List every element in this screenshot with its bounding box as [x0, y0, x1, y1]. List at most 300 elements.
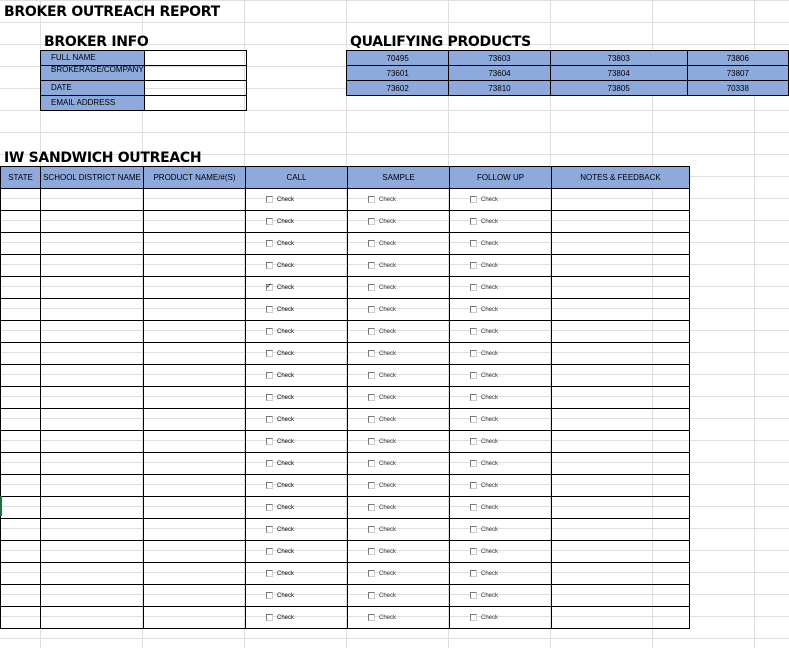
follow-up-checkbox[interactable]	[450, 460, 551, 467]
sample-checkbox[interactable]	[348, 262, 449, 269]
follow-up-checkbox[interactable]	[450, 372, 551, 379]
checkbox-icon[interactable]	[368, 394, 375, 401]
checkbox-icon[interactable]	[470, 438, 477, 445]
table-row	[1, 255, 690, 277]
checkbox-label: Check	[277, 460, 295, 467]
call-checkbox[interactable]	[246, 438, 347, 445]
date-cell[interactable]	[144, 81, 246, 96]
checkbox-label: Check	[379, 262, 397, 269]
notes-cell[interactable]	[552, 563, 690, 585]
product-cell[interactable]	[144, 255, 246, 277]
checkbox-icon[interactable]	[266, 548, 273, 555]
checkbox-label: Check	[277, 416, 295, 423]
state-cell[interactable]	[1, 233, 41, 255]
notes-cell[interactable]	[552, 519, 690, 541]
notes-cell[interactable]	[552, 541, 690, 563]
notes-cell[interactable]	[552, 255, 690, 277]
checkbox-icon[interactable]	[266, 592, 273, 599]
call-checkbox[interactable]	[246, 262, 347, 269]
sample-checkbox[interactable]	[348, 592, 449, 599]
follow-up-cell	[450, 585, 552, 607]
notes-cell[interactable]	[552, 409, 690, 431]
call-checkbox[interactable]	[246, 218, 347, 225]
checkbox-label: Check	[277, 372, 295, 379]
checkbox-label: Check	[379, 438, 397, 445]
checkbox-label: Check	[277, 350, 295, 357]
school-district-cell[interactable]	[41, 277, 144, 299]
checkbox-icon[interactable]	[470, 284, 477, 291]
follow-up-checkbox[interactable]	[450, 218, 551, 225]
follow-up-checkbox[interactable]	[450, 284, 551, 291]
follow-up-cell	[450, 519, 552, 541]
follow-up-checkbox[interactable]	[450, 394, 551, 401]
school-district-cell[interactable]	[41, 387, 144, 409]
call-checkbox[interactable]	[246, 504, 347, 511]
sample-checkbox[interactable]	[348, 306, 449, 313]
sample-checkbox[interactable]	[348, 482, 449, 489]
checkbox-label: Check	[379, 196, 397, 203]
checkbox-label: Check	[379, 284, 397, 291]
sample-cell	[348, 211, 450, 233]
call-checkbox[interactable]	[246, 548, 347, 555]
school-district-cell[interactable]	[41, 585, 144, 607]
state-cell[interactable]	[1, 453, 41, 475]
checkbox-icon[interactable]	[470, 240, 477, 247]
table-row	[1, 563, 690, 585]
brokerage-cell[interactable]	[144, 66, 246, 81]
checkbox-icon[interactable]	[368, 218, 375, 225]
checkbox-label: Check	[379, 592, 397, 599]
checkbox-icon[interactable]	[368, 328, 375, 335]
sample-checkbox[interactable]	[348, 416, 449, 423]
notes-cell[interactable]	[552, 607, 690, 629]
checkbox-icon[interactable]	[368, 306, 375, 313]
checkbox-icon[interactable]	[470, 328, 477, 335]
follow-up-cell	[450, 409, 552, 431]
product-cell[interactable]	[144, 211, 246, 233]
checkbox-icon[interactable]	[470, 592, 477, 599]
notes-cell[interactable]	[552, 585, 690, 607]
follow-up-cell	[450, 541, 552, 563]
follow-up-checkbox[interactable]	[450, 548, 551, 555]
follow-up-cell	[450, 189, 552, 211]
notes-cell[interactable]	[552, 365, 690, 387]
sample-cell	[348, 475, 450, 497]
notes-cell[interactable]	[552, 211, 690, 233]
sample-checkbox[interactable]	[348, 394, 449, 401]
state-cell[interactable]	[1, 321, 41, 343]
table-row	[1, 607, 690, 629]
follow-up-cell	[450, 343, 552, 365]
notes-cell[interactable]	[552, 189, 690, 211]
product-cell[interactable]	[144, 431, 246, 453]
notes-cell[interactable]	[552, 299, 690, 321]
checkbox-icon[interactable]	[266, 438, 273, 445]
sample-cell	[348, 343, 450, 365]
follow-up-checkbox[interactable]	[450, 196, 551, 203]
checkbox-icon[interactable]	[266, 614, 273, 621]
call-checkbox[interactable]	[246, 394, 347, 401]
state-cell[interactable]	[1, 211, 41, 233]
header-follow-up: FOLLOW UP	[450, 167, 552, 189]
checkbox-label: Check	[277, 592, 295, 599]
checkbox-icon[interactable]	[368, 570, 375, 577]
call-checkbox[interactable]	[246, 240, 347, 247]
follow-up-checkbox[interactable]	[450, 350, 551, 357]
product-code: 73806	[687, 51, 788, 66]
sample-checkbox[interactable]	[348, 504, 449, 511]
follow-up-cell	[450, 233, 552, 255]
checkbox-icon[interactable]	[266, 328, 273, 335]
state-cell[interactable]	[1, 431, 41, 453]
state-cell[interactable]	[1, 563, 41, 585]
sample-checkbox[interactable]	[348, 570, 449, 577]
call-checkbox[interactable]	[246, 614, 347, 621]
checkbox-label: Check	[481, 614, 499, 621]
school-district-cell[interactable]	[41, 211, 144, 233]
follow-up-cell	[450, 431, 552, 453]
follow-up-checkbox[interactable]	[450, 592, 551, 599]
checkbox-icon[interactable]	[470, 614, 477, 621]
checkbox-label: Check	[379, 306, 397, 313]
broker-info-table	[40, 50, 247, 111]
call-checkbox[interactable]	[246, 328, 347, 335]
sample-cell	[348, 321, 450, 343]
follow-up-cell	[450, 387, 552, 409]
follow-up-checkbox[interactable]	[450, 262, 551, 269]
checkbox-label: Check	[481, 218, 499, 225]
notes-cell[interactable]	[552, 387, 690, 409]
checkbox-icon[interactable]	[266, 460, 273, 467]
checkbox-icon[interactable]	[266, 240, 273, 247]
school-district-cell[interactable]	[41, 189, 144, 211]
sample-checkbox[interactable]	[348, 460, 449, 467]
product-cell[interactable]	[144, 233, 246, 255]
school-district-cell[interactable]	[41, 299, 144, 321]
sample-cell	[348, 277, 450, 299]
notes-cell[interactable]	[552, 321, 690, 343]
checkbox-icon[interactable]	[266, 306, 273, 313]
state-cell[interactable]	[1, 475, 41, 497]
school-district-cell[interactable]	[41, 475, 144, 497]
school-district-cell[interactable]	[41, 343, 144, 365]
checkbox-icon[interactable]	[470, 306, 477, 313]
follow-up-checkbox[interactable]	[450, 482, 551, 489]
school-district-cell[interactable]	[41, 233, 144, 255]
checkbox-icon[interactable]	[368, 482, 375, 489]
checkbox-icon[interactable]	[470, 504, 477, 511]
table-row	[1, 299, 690, 321]
sample-checkbox[interactable]	[348, 196, 449, 203]
school-district-cell[interactable]	[41, 541, 144, 563]
sample-checkbox[interactable]	[348, 548, 449, 555]
product-cell[interactable]	[144, 563, 246, 585]
checkbox-icon[interactable]	[368, 284, 375, 291]
checkbox-icon[interactable]	[266, 196, 273, 203]
product-cell[interactable]	[144, 321, 246, 343]
follow-up-checkbox[interactable]	[450, 438, 551, 445]
product-cell[interactable]	[144, 585, 246, 607]
school-district-cell[interactable]	[41, 607, 144, 629]
sample-checkbox[interactable]	[348, 328, 449, 335]
product-cell[interactable]	[144, 519, 246, 541]
checkbox-label: Check	[481, 504, 499, 511]
checkbox-label: Check	[379, 548, 397, 555]
call-cell	[246, 189, 348, 211]
sample-cell	[348, 519, 450, 541]
product-cell[interactable]	[144, 607, 246, 629]
school-district-cell[interactable]	[41, 365, 144, 387]
follow-up-checkbox[interactable]	[450, 306, 551, 313]
follow-up-checkbox[interactable]	[450, 416, 551, 423]
notes-cell[interactable]	[552, 475, 690, 497]
checkbox-icon[interactable]	[470, 460, 477, 467]
checkbox-icon[interactable]	[470, 350, 477, 357]
checkbox-icon[interactable]	[368, 262, 375, 269]
state-cell[interactable]	[1, 585, 41, 607]
checkbox-icon[interactable]	[266, 262, 273, 269]
product-code: 73602	[347, 81, 449, 96]
table-row	[1, 541, 690, 563]
checkbox-icon[interactable]	[266, 350, 273, 357]
state-cell[interactable]	[1, 365, 41, 387]
table-row	[1, 497, 690, 519]
school-district-cell[interactable]	[41, 519, 144, 541]
sample-checkbox[interactable]	[348, 350, 449, 357]
table-row	[1, 409, 690, 431]
school-district-cell[interactable]	[41, 453, 144, 475]
follow-up-checkbox[interactable]	[450, 328, 551, 335]
state-cell[interactable]	[1, 519, 41, 541]
call-checkbox[interactable]	[246, 350, 347, 357]
sample-cell	[348, 497, 450, 519]
follow-up-checkbox[interactable]	[450, 240, 551, 247]
sample-cell	[348, 387, 450, 409]
checkbox-icon[interactable]	[368, 240, 375, 247]
checkbox-icon[interactable]	[470, 482, 477, 489]
checkbox-icon[interactable]	[368, 196, 375, 203]
checkbox-icon[interactable]	[368, 526, 375, 533]
header-sample: SAMPLE	[348, 167, 450, 189]
product-cell[interactable]	[144, 365, 246, 387]
checkbox-label: Check	[481, 394, 499, 401]
call-checkbox[interactable]	[246, 306, 347, 313]
checkbox-icon[interactable]	[266, 284, 273, 291]
follow-up-checkbox[interactable]	[450, 504, 551, 511]
notes-cell[interactable]	[552, 497, 690, 519]
product-cell[interactable]	[144, 541, 246, 563]
checkbox-label: Check	[379, 482, 397, 489]
sample-checkbox[interactable]	[348, 614, 449, 621]
checkbox-icon[interactable]	[266, 526, 273, 533]
call-cell	[246, 431, 348, 453]
checkbox-icon[interactable]	[266, 504, 273, 511]
state-cell[interactable]	[1, 409, 41, 431]
checkbox-icon[interactable]	[470, 196, 477, 203]
checkbox-label: Check	[481, 592, 499, 599]
table-row	[1, 387, 690, 409]
product-cell[interactable]	[144, 189, 246, 211]
product-cell[interactable]	[144, 409, 246, 431]
product-cell[interactable]	[144, 475, 246, 497]
checkbox-icon[interactable]	[470, 262, 477, 269]
checkbox-icon[interactable]	[368, 416, 375, 423]
sample-checkbox[interactable]	[348, 240, 449, 247]
checkbox-label: Check	[379, 460, 397, 467]
call-checkbox[interactable]	[246, 372, 347, 379]
checkbox-label: Check	[481, 262, 499, 269]
notes-cell[interactable]	[552, 431, 690, 453]
follow-up-cell	[450, 475, 552, 497]
checkbox-icon[interactable]	[266, 416, 273, 423]
checkbox-icon[interactable]	[368, 592, 375, 599]
table-row	[1, 189, 690, 211]
checkbox-label: Check	[277, 394, 295, 401]
checkbox-icon[interactable]	[368, 460, 375, 467]
call-checkbox[interactable]	[246, 526, 347, 533]
call-cell	[246, 475, 348, 497]
state-cell[interactable]	[1, 607, 41, 629]
follow-up-checkbox[interactable]	[450, 614, 551, 621]
school-district-cell[interactable]	[41, 431, 144, 453]
checkbox-label: Check	[277, 328, 295, 335]
call-cell	[246, 321, 348, 343]
date-label: DATE	[41, 81, 145, 96]
checkbox-icon[interactable]	[368, 614, 375, 621]
checkbox-label: Check	[379, 526, 397, 533]
follow-up-cell	[450, 607, 552, 629]
header-state: STATE	[1, 167, 41, 189]
checkbox-icon[interactable]	[470, 416, 477, 423]
follow-up-cell	[450, 277, 552, 299]
table-row	[1, 453, 690, 475]
email-cell[interactable]	[144, 96, 246, 111]
header-notes: NOTES & FEEDBACK	[552, 167, 690, 189]
table-row	[1, 431, 690, 453]
checkbox-label: Check	[277, 438, 295, 445]
sample-cell	[348, 607, 450, 629]
product-cell[interactable]	[144, 497, 246, 519]
call-checkbox[interactable]	[246, 460, 347, 467]
product-code: 70338	[687, 81, 788, 96]
checkbox-icon[interactable]	[368, 548, 375, 555]
state-cell[interactable]	[1, 189, 41, 211]
table-row	[1, 321, 690, 343]
sample-cell	[348, 299, 450, 321]
outreach-table	[0, 166, 690, 629]
call-checkbox[interactable]	[246, 592, 347, 599]
active-cell-indicator	[0, 496, 2, 516]
state-cell[interactable]	[1, 277, 41, 299]
notes-cell[interactable]	[552, 453, 690, 475]
notes-cell[interactable]	[552, 343, 690, 365]
school-district-cell[interactable]	[41, 321, 144, 343]
checkbox-label: Check	[277, 284, 295, 291]
sample-cell	[348, 453, 450, 475]
checkbox-icon[interactable]	[266, 394, 273, 401]
call-cell	[246, 409, 348, 431]
product-cell[interactable]	[144, 277, 246, 299]
checkbox-label: Check	[379, 570, 397, 577]
checkbox-label: Check	[481, 306, 499, 313]
call-cell	[246, 453, 348, 475]
checkbox-icon[interactable]	[470, 570, 477, 577]
checkbox-icon[interactable]	[470, 526, 477, 533]
product-code: 73805	[550, 81, 687, 96]
state-cell[interactable]	[1, 387, 41, 409]
state-cell[interactable]	[1, 541, 41, 563]
product-code: 73803	[550, 51, 687, 66]
checkbox-label: Check	[481, 570, 499, 577]
checkbox-label: Check	[277, 548, 295, 555]
brokerage-label: BROKERAGE/COMPANY	[41, 66, 145, 81]
checkbox-icon[interactable]	[368, 372, 375, 379]
product-cell[interactable]	[144, 299, 246, 321]
call-checkbox[interactable]	[246, 570, 347, 577]
table-row	[1, 343, 690, 365]
notes-cell[interactable]	[552, 277, 690, 299]
checkbox-icon[interactable]	[470, 394, 477, 401]
call-cell	[246, 211, 348, 233]
checkbox-icon[interactable]	[266, 218, 273, 225]
product-code: 73603	[449, 51, 550, 66]
sample-checkbox[interactable]	[348, 438, 449, 445]
checkbox-icon[interactable]	[470, 372, 477, 379]
call-checkbox[interactable]	[246, 284, 347, 291]
checkbox-icon[interactable]	[266, 570, 273, 577]
header-call: CALL	[246, 167, 348, 189]
sample-checkbox[interactable]	[348, 526, 449, 533]
school-district-cell[interactable]	[41, 409, 144, 431]
school-district-cell[interactable]	[41, 563, 144, 585]
checkbox-label: Check	[481, 416, 499, 423]
checkbox-icon[interactable]	[368, 350, 375, 357]
product-cell[interactable]	[144, 343, 246, 365]
full-name-cell[interactable]	[144, 51, 246, 66]
school-district-cell[interactable]	[41, 255, 144, 277]
state-cell[interactable]	[1, 343, 41, 365]
follow-up-checkbox[interactable]	[450, 570, 551, 577]
checkbox-icon[interactable]	[470, 218, 477, 225]
product-cell[interactable]	[144, 387, 246, 409]
call-cell	[246, 387, 348, 409]
call-checkbox[interactable]	[246, 482, 347, 489]
product-cell[interactable]	[144, 453, 246, 475]
follow-up-checkbox[interactable]	[450, 526, 551, 533]
call-checkbox[interactable]	[246, 196, 347, 203]
checkbox-icon[interactable]	[368, 504, 375, 511]
sample-checkbox[interactable]	[348, 284, 449, 291]
sample-cell	[348, 233, 450, 255]
checkbox-icon[interactable]	[266, 482, 273, 489]
notes-cell[interactable]	[552, 233, 690, 255]
sample-checkbox[interactable]	[348, 218, 449, 225]
sample-cell	[348, 409, 450, 431]
checkbox-label: Check	[481, 284, 499, 291]
state-cell[interactable]	[1, 497, 41, 519]
checkbox-icon[interactable]	[368, 438, 375, 445]
call-cell	[246, 497, 348, 519]
state-cell[interactable]	[1, 299, 41, 321]
checkbox-icon[interactable]	[470, 548, 477, 555]
state-cell[interactable]	[1, 255, 41, 277]
sample-checkbox[interactable]	[348, 372, 449, 379]
call-cell	[246, 519, 348, 541]
checkbox-icon[interactable]	[266, 372, 273, 379]
call-checkbox[interactable]	[246, 416, 347, 423]
checkbox-label: Check	[277, 240, 295, 247]
school-district-cell[interactable]	[41, 497, 144, 519]
